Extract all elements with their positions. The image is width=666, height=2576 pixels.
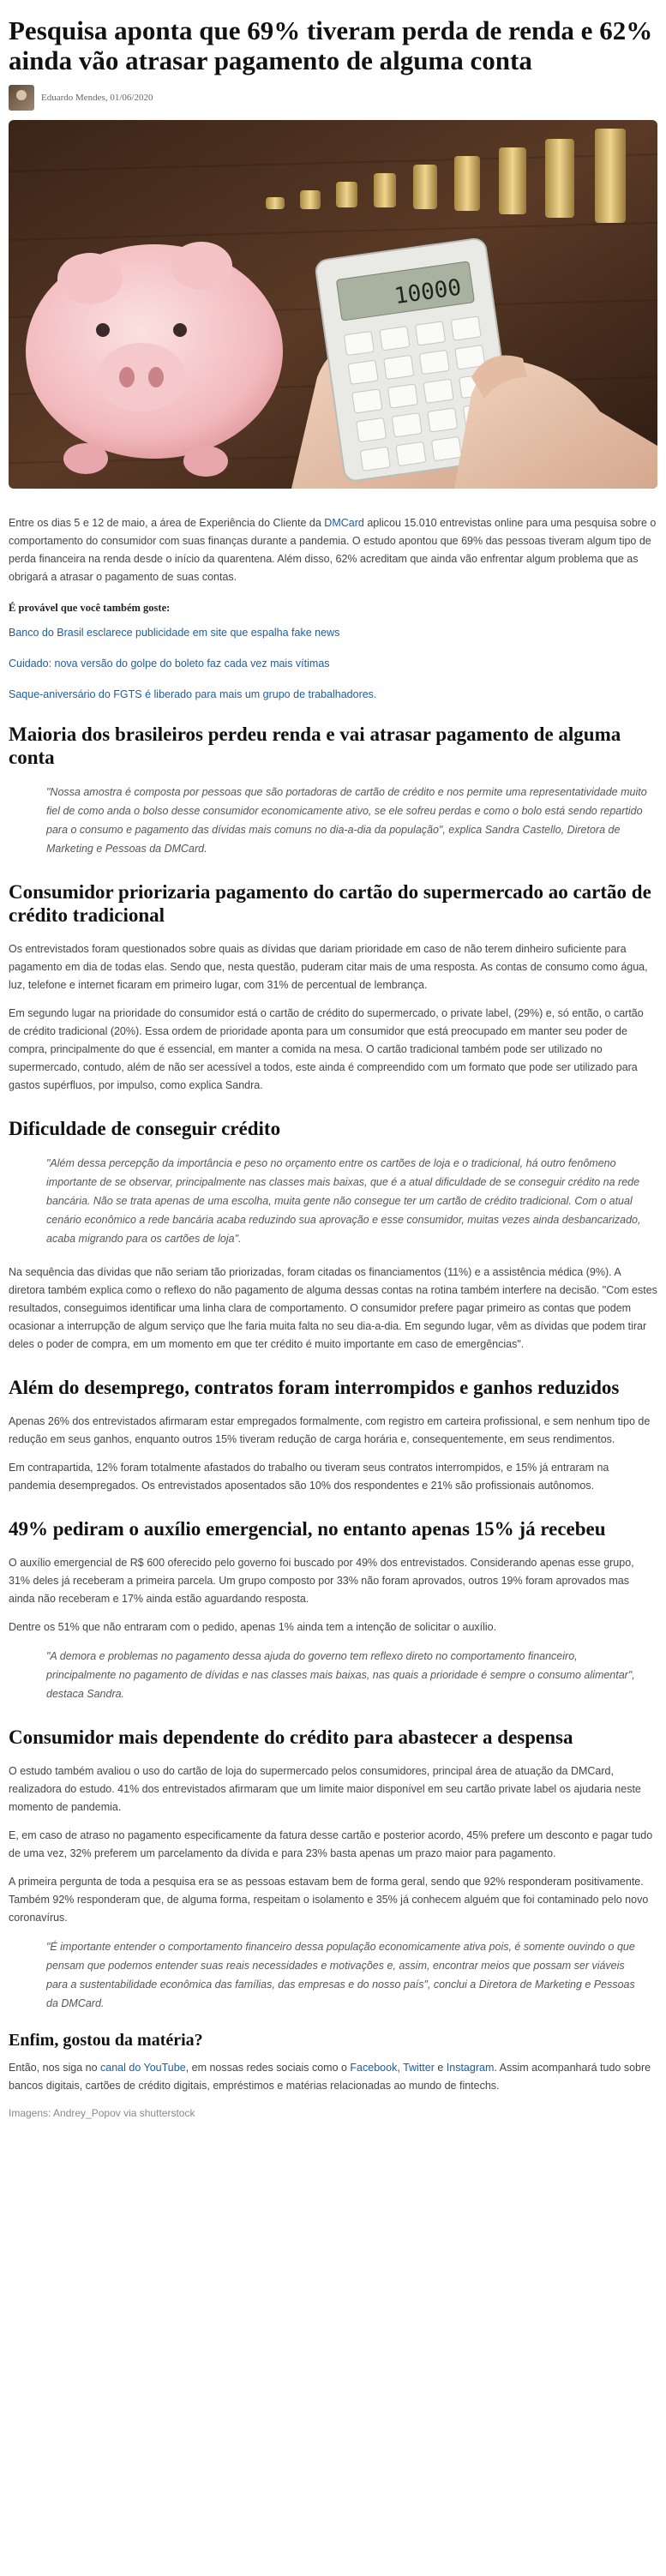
hero-image (9, 120, 657, 489)
paragraph: E, em caso de atraso no pagamento especificamente da fatura desse cartão e posterior acordo, 45% prefere um desconto e pagar tudo de uma vez, 32% preferem um parcelamento da dívida e para 23% basta apenas um prazo maior para pagamento. (9, 1829, 653, 1859)
related-link-2: Cuidado: nova versão do golpe do boleto faz cada vez mais vítimas (9, 658, 330, 670)
section-heading-7: Enfim, gostou da matéria? (9, 2031, 203, 2050)
byline-text: Eduardo Mendes, 01/06/2020 (41, 93, 153, 103)
instagram-link[interactable]: Instagram (446, 2062, 495, 2074)
paragraph: Em contrapartida, 12% foram totalmente afastados do trabalho ou tiveram seus contratos interrompidos, e 15% já entraram na pandemia desempregados. Os entrevistados aposentados são 10% dos respondentes e 21% são profissionais autônomos. (9, 1462, 609, 1492)
related-title: É provável que você também goste: (9, 602, 171, 614)
facebook-link[interactable]: Facebook (350, 2062, 398, 2074)
credit-value: Andrey_Popov via shutterstock (53, 2107, 195, 2119)
author-avatar[interactable] (9, 85, 34, 111)
quote-3: "A demora e problemas no pagamento dessa ajuda do governo tem reflexo direto no comportamento financeiro, principalmente no pagamento de dívidas e nas classes mais baixas, nas quais a prioridade é sempre o consumo alimentar", destaca Sandra. (46, 1650, 635, 1700)
section-heading-4: Além do desemprego, contratos foram interrompidos e ganhos reduzidos (9, 1377, 620, 1398)
paragraph: Os entrevistados foram questionados sobre quais as dívidas que dariam prioridade em caso de não terem dinheiro suficiente para pagamento em dia de todas elas. Sendo que, nesta questão, puderam citar mais de uma resposta. As contas de consumo como água, luz, telefone e internet ficaram em primeiro lugar, com 31% de percentual de lembrança. (9, 943, 648, 991)
byline (9, 84, 657, 111)
paragraph: Na sequência das dívidas que não seriam tão priorizadas, foram citadas os financiamentos (11%) e a assistência médica (9%). A diretora também explica como o reflexo do não pagamento de alguma dessas contas na rotina também interfere na decisão. "Com estes resultados, conseguimos identificar uma linha clara de comportamento. O consumidor prefere pagar primeiro as contas que podem ocasionar a interrupção de algum serviço que lhe faria muita falta no seu dia-a-dia. Em segundo lugar, vêm as dívidas que podem tirar deles o poder de compra, em um momento em que ter crédito é muito importante em caso de emergências". (9, 1266, 657, 1350)
quote-2: "Além dessa percepção da importância e peso no orçamento entre os cartões de loja e o tradicional, há outro fenômeno importante de se observar, principalmente nas classes mais baixas, que é a atual dificuldade de se conseguir crédito na rede bancária. Não se trata apenas de uma escolha, muita gente não consegue ter um cartão de crédito tradicional. Com o atual cenário econômico a rede bancária acaba reduzindo sua aprovação e esse consumidor, muitas vezes ainda desbancarizado, acaba migrando para os cartões de loja". (46, 1157, 641, 1245)
paragraph: Em segundo lugar na prioridade do consumidor está o cartão de crédito do supermercado, o private label, (29%) e, só então, o cartão de crédito tradicional (20%). Essa ordem de prioridade aponta para um consumidor que está preocupado em manter seu poder de compra, principalmente do que é essencial, em manter a comida na mesa. O cartão tradicional também pode ser utilizado no supermercado, contudo, além de não ser acessível a todos, este ainda é compreendido com um formato que pode ser utilizado para gastos supérfluos, por impulso, como explica Sandra. (9, 1007, 644, 1091)
section-heading-6: Consumidor mais dependente do crédito para abastecer a despensa (9, 1726, 573, 1748)
paragraph: O auxílio emergencial de R$ 600 oferecido pelo governo foi buscado por 49% dos entrevistados. Considerando apenas esse grupo, 31% deles já receberam a primeira parcela. Um grupo composto por 33% não foram aprovados, outros 19% foram aprovados mas ainda não receberam e 17% ainda estão aguardando resposta. (9, 1557, 634, 1605)
image-credit (9, 2107, 657, 2119)
dmcard-link[interactable]: DMCard (324, 517, 364, 529)
section-heading-3: Dificuldade de conseguir crédito (9, 1118, 281, 1139)
piggy-bank-calculator-image (9, 120, 657, 489)
paragraph: Apenas 26% dos entrevistados afirmaram estar empregados formalmente, com registro em carteira profissional, e sem nenhum tipo de redução em seus ganhos, enquanto outros 15% tiveram redução de carga horária e, consequentemente, em seus rendimentos. (9, 1415, 651, 1445)
follow-paragraph: Então, nos siga no canal do YouTube, em nossas redes sociais como o Facebook, Twitter e Instagram. Assim acompanhará tudo sobre bancos digitais, cartões de crédito digitais, empréstimos e matérias relacionadas ao mundo de fintechs. (9, 2062, 651, 2092)
quote-1: "Nossa amostra é composta por pessoas que são portadoras de cartão de crédito e nos permite uma representatividade muito fiel de como anda o bolso desse consumidor economicamente ativo, se ele sofreu perdas e como o bolo está sendo repartido para o consumo e pagamento das dívidas mais comuns no dia-a-dia da população", explica Sandra Castello, Diretora de Marketing e Pessoas da DMCard. (46, 786, 647, 855)
paragraph: A primeira pergunta de toda a pesquisa era se as pessoas estavam bem de forma geral, sendo que 92% responderam positivamente. Também 92% responderam que, de alguma forma, respeitam o isolamento e 35% já conhecem alguém que foi contaminado pelo novo coronavírus. (9, 1876, 649, 1924)
article-title: Pesquisa aponta que 69% tiveram perda de renda e 62% ainda vão atrasar pagamento de alguma conta (9, 15, 653, 75)
paragraph: O estudo também avaliou o uso do cartão de loja do supermercado pelos consumidores, principal área de atuação da DMCard, realizadora do estudo. 41% dos entrevistados afirmaram que um limite maior disponível em seu cartão private label os ajudaria neste momento de pandemia. (9, 1765, 641, 1813)
section-heading-1: Maioria dos brasileiros perdeu renda e vai atrasar pagamento de alguma conta (9, 724, 621, 768)
related-link-1: Banco do Brasil esclarece publicidade em site que espalha fake news (9, 627, 340, 639)
intro-paragraph: Entre os dias 5 e 12 de maio, a área de Experiência do Cliente da DMCard aplicou 15.010 entrevistas online para uma pesquisa sobre o comportamento do consumidor com suas finanças durante a pandemia. O estudo apontou que 69% das pessoas tiveram algum tipo de perda financeira na renda desde o início da quarentena. Além disso, 62% acreditam que ainda vão enfrentar algum problema que as obrigará a atrasar o pagamento de suas contas. (9, 517, 657, 583)
quote-4: "É importante entender o comportamento financeiro dessa população economicamente ativa pois, é somente ouvindo o que pensam que podemos entender suas reais necessidades e motivações e, assim, encontrar meios que possam ser viáveis para a sustentabilidade econômica das famílias, das empresas e do nosso país", conclui a Diretora de Marketing e Pessoas da DMCard. (46, 1941, 635, 2009)
svg-text:10000: 10000 (393, 274, 464, 310)
credit-label: Imagens: (9, 2107, 51, 2119)
related-link-3: Saque-aniversário do FGTS é liberado para mais um grupo de trabalhadores. (9, 688, 377, 700)
section-heading-2: Consumidor priorizaria pagamento do cartão do supermercado ao cartão de crédito tradicional (9, 881, 651, 926)
twitter-link[interactable]: Twitter (403, 2062, 435, 2074)
paragraph: Dentre os 51% que não entraram com o pedido, apenas 1% ainda tem a intenção de solicitar o auxílio. (9, 1621, 497, 1633)
section-heading-5: 49% pediram o auxílio emergencial, no entanto apenas 15% já recebeu (9, 1518, 606, 1540)
youtube-link[interactable]: canal do YouTube (100, 2062, 186, 2074)
